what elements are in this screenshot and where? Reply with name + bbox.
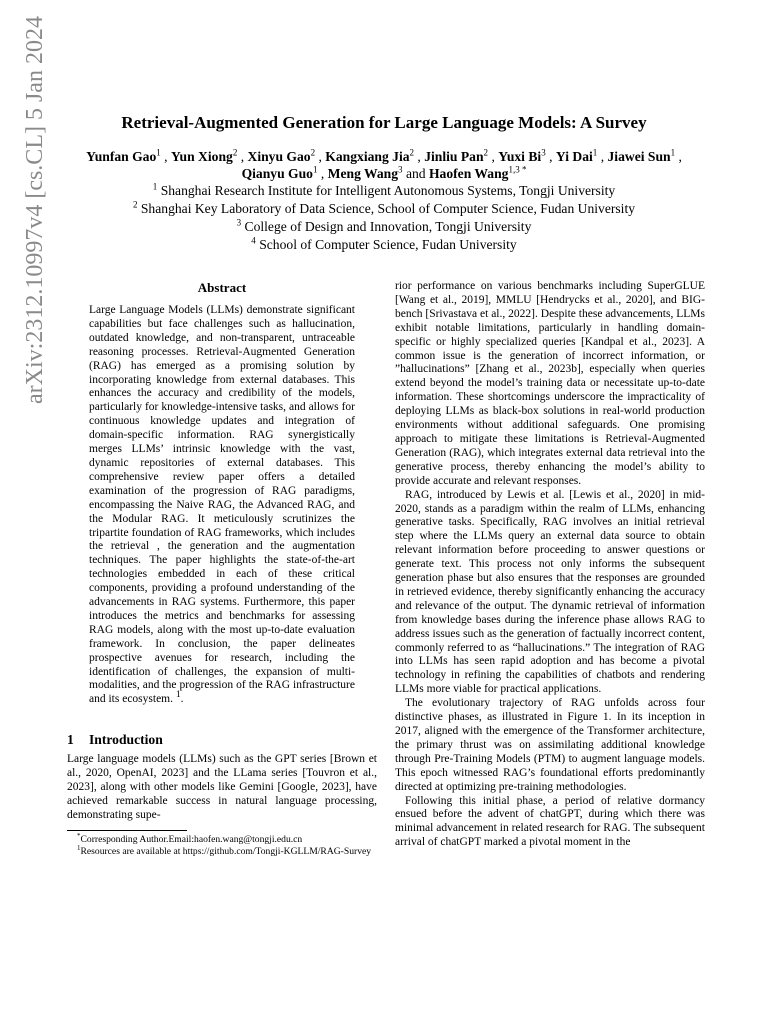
affiliation xyxy=(60,200,708,218)
author-name: Xinyu Gao xyxy=(247,149,311,164)
abstract-text xyxy=(89,304,355,707)
author-list: Yunfan Gao$^1$ , Yun Xiong$^2$ , Xinyu Gao$^2$ , Kangxiang Jia$^2$ , Jinliu Pan$^2$ , Yuxi Bi$^3$ , Yi Dai$^1$ , Jiawei Sun$^1$ , Qianyu Guo$^1$ , Meng Wang$^3$ and Haofen Wang$^{1,3 *}$ xyxy=(86,147,682,181)
author-affiliation-mark: 2 xyxy=(232,147,238,158)
author-name: Meng Wang xyxy=(327,166,399,181)
author-name: Jiawei Sun xyxy=(607,149,671,164)
author-affiliation-mark: 2 xyxy=(409,147,415,158)
author-affiliation-mark: 1 xyxy=(670,147,676,158)
author-affiliation-mark: 1 xyxy=(312,164,318,175)
author-name: Qianyu Guo xyxy=(241,166,313,181)
author-name: Kangxiang Jia xyxy=(325,149,410,164)
body-paragraph: Following this initial phase, a period of relative dormancy ensued before the advent of chatGPT, during which there was minimal advancement in related research for RAG. The subsequent arrival of chatGPT marked a pivotal moment in the xyxy=(395,794,705,849)
affiliation xyxy=(60,182,708,200)
section-number: 1 xyxy=(67,732,74,748)
author-name: Yuxi Bi xyxy=(498,149,542,164)
author-affiliation-mark: 1,3 * xyxy=(508,164,527,175)
author-name: Haofen Wang xyxy=(428,166,509,181)
affiliation-text: College of Design and Innovation, Tongji University xyxy=(244,219,532,234)
section-title: Introduction xyxy=(89,732,163,748)
affiliation-list xyxy=(60,182,708,254)
author-name: Jinliu Pan xyxy=(424,149,484,164)
footnote-text: Resources are available at https://github.com/Tongji-KGLLM/RAG-Survey xyxy=(80,845,372,857)
author-affiliation-mark: 3 xyxy=(398,164,403,175)
body-paragraph: rior performance on various benchmarks including SuperGLUE [Wang et al., 2019], MMLU [Hendrycks et al., 2020], and BIG-bench [Srivastava et al., 2022]. Despite these advancements, LLMs exhibit notable limitations, particularly in handling domain-specific or highly specialized queries [Kandpal et al., 2023]. A common issue is the generation of incorrect information, or ”hallucinations” [Zhang et al., 2023b], especially when queries extend beyond the model’s training data or necessitate up-to-date information. These shortcomings underscore the impracticality of deploying LLMs as black-box solutions in real-world production environments without additional safeguards. One promising approach to mitigate these limitations is Retrieval-Augmented Generation (RAG), which integrates external data retrieval into the generative process, thereby enhancing the model’s ability to provide accurate and relevant responses. xyxy=(395,280,705,487)
section-heading-introduction xyxy=(67,733,377,747)
author-name: Yun Xiong xyxy=(170,149,233,164)
affiliation-mark: 2 xyxy=(132,199,138,210)
arxiv-identifier-stamp: arXiv:2312.10997v4 [cs.CL] 5 Jan 2024 xyxy=(21,16,48,404)
footnote-mark: * xyxy=(77,831,81,840)
affiliation-text: Shanghai Key Laboratory of Data Science, School of Computer Science, Fudan University xyxy=(140,201,636,216)
left-column xyxy=(67,280,377,858)
abstract-end: . xyxy=(180,693,184,706)
footnote xyxy=(67,843,377,858)
body-paragraph: RAG, introduced by Lewis et al. [Lewis et al., 2020] in mid-2020, stands as a paradigm within the realm of LLMs, enhancing generative tasks. Specifically, RAG involves an initial retrieval step where the LLMs query an external data source to obtain relevant information before proceeding to answer questions or generate text. This process not only informs the subsequent generation phase but also ensures that the responses are grounded in retrieved evidence, thereby significantly enhancing the accuracy and relevance of the output. The dynamic retrieval of information from knowledge bases during the inference phase allows RAG to address issues such as the generation of factually incorrect content, commonly referred to as “hallucinations.” The integration of RAG into LLMs has seen rapid adoption and has become a pivotal technology in refining the capabilities of chatbots and rendering LLMs more viable for practical applications. xyxy=(395,488,705,696)
footnote-mark: 1 xyxy=(175,689,181,701)
right-column xyxy=(395,280,705,850)
abstract-heading: Abstract xyxy=(197,280,247,295)
author-name: Yunfan Gao xyxy=(86,149,157,164)
author-affiliation-mark: 1 xyxy=(592,147,598,158)
affiliation-mark: 1 xyxy=(152,181,158,192)
paper-title: Retrieval-Augmented Generation for Large Language Models: A Survey xyxy=(121,113,647,132)
affiliation-mark: 4 xyxy=(251,235,256,246)
footnote xyxy=(67,831,377,846)
author-affiliation-mark: 3 xyxy=(541,147,546,158)
affiliation xyxy=(60,218,708,236)
footnote-rule xyxy=(67,830,187,831)
author-affiliation-mark: 2 xyxy=(310,147,316,158)
author-name: Yi Dai xyxy=(555,149,593,164)
intro-paragraph: Large language models (LLMs) such as the GPT series [Brown et al., 2020, OpenAI, 2023] and the LLama series [Touvron et al., 2023], along with other models like Gemini [Google, 2023], have achieved remarkable success in natural language processing, demonstrating supe- xyxy=(67,753,377,821)
footnote-mark: 1 xyxy=(77,843,81,852)
affiliation-text: Shanghai Research Institute for Intelligent Autonomous Systems, Tongji University xyxy=(160,183,616,198)
footnote-text: Corresponding Author.Email:haofen.wang@tongji.edu.cn xyxy=(80,833,303,845)
author-affiliation-mark: 2 xyxy=(483,147,489,158)
affiliation-text: School of Computer Science, Fudan University xyxy=(259,237,517,252)
affiliation-mark: 3 xyxy=(236,217,242,228)
abstract-body-text: Large Language Models (LLMs) demonstrate significant capabilities but face challenges such as hallucination, outdated knowledge, and non-transparent, untraceable reasoning processes. Retrieval-Augmented Generation (RAG) has emerged as a promising solution by incorporating knowledge from external databases. This enhances the accuracy and credibility of the models, particularly for knowledge-intensive tasks, and allows for continuous knowledge updates and integration of domain-specific information. RAG synergistically merges LLMs’ intrinsic knowledge with the vast, dynamic repositories of external databases. This comprehensive review paper offers a detailed examination of the progression of RAG paradigms, encompassing the Naive RAG, the Advanced RAG, and the Modular RAG. It meticulously scrutinizes the tripartite foundation of RAG frameworks, which includes the retrieval , the generation and the augmentation techniques. The paper highlights the state-of-the-art technologies embedded in each of these critical components, providing a profound understanding of the advancements in RAG systems. Furthermore, this paper introduces the metrics and benchmarks for assessing RAG models, along with the most up-to-date evaluation framework. In conclusion, the paper delineates prospective avenues for research, including the identification of challenges, the expansion of multi-modalities, and the progression of the RAG infrastructure and its ecosystem. xyxy=(89,304,355,706)
affiliation xyxy=(60,236,708,254)
author-affiliation-mark: 1 xyxy=(156,147,161,158)
body-paragraph: The evolutionary trajectory of RAG unfolds across four distinctive phases, as illustrated in Figure 1. In its inception in 2017, aligned with the emergence of the Transformer architecture, the primary thrust was on assimilating additional knowledge through Pre-Training Models (PTM) to augment language models. This epoch witnessed RAG’s foundational efforts predominantly directed at optimizing pre-training methodologies. xyxy=(395,697,705,793)
